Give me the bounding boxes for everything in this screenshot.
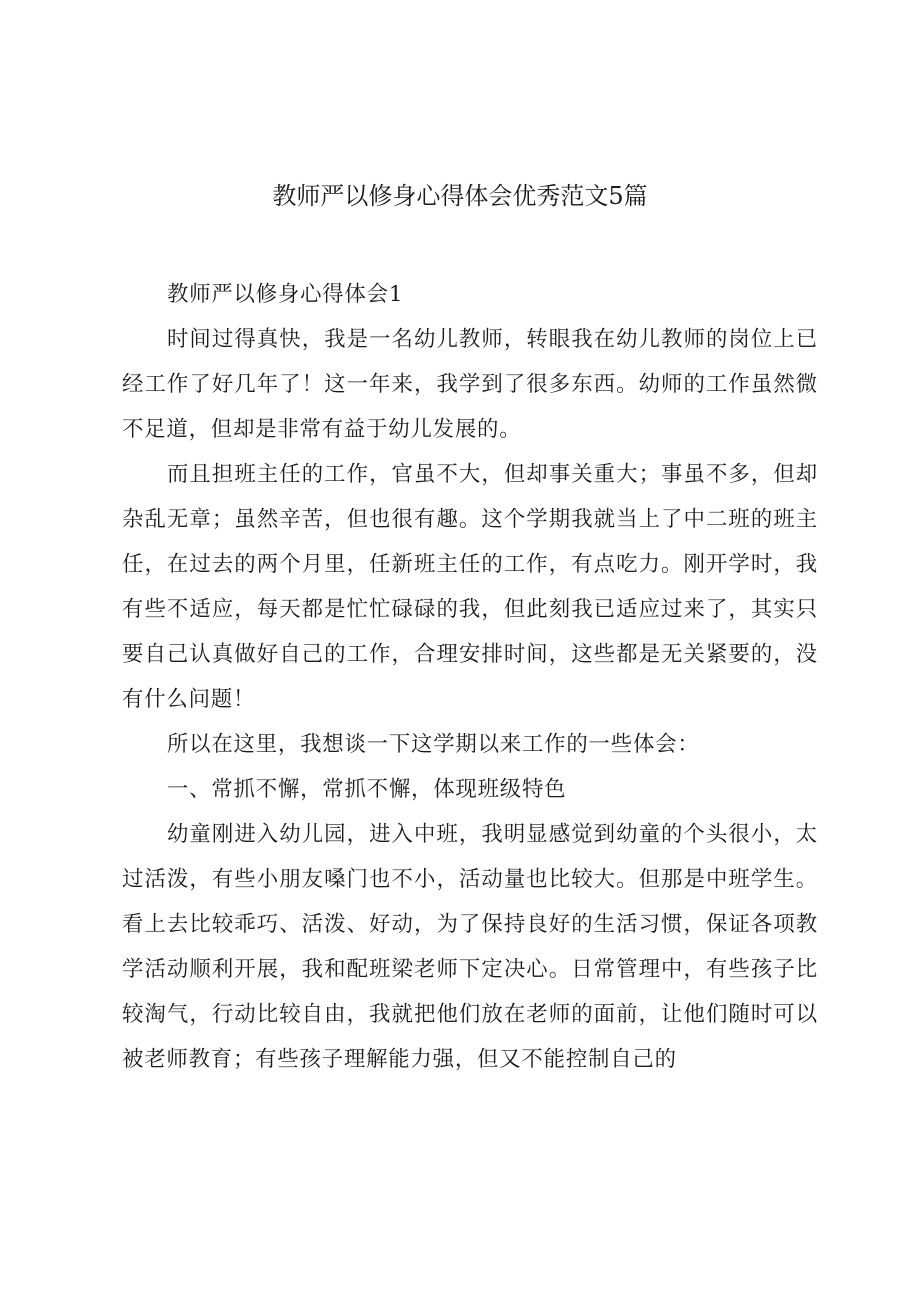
paragraph: 而且担班主任的工作，官虽不大，但却事关重大；事虽不多，但却杂乱无章；虽然辛苦，但也很有趣。这个学期我就当上了中二班的班主任，在过去的两个月里，任新班主任的工作，有点吃力。刚开学时，我有些不适应，每天都是忙忙碌碌的我，但此刻我已适应过来了，其实只要自己认真做好自己的工作，合理安排时间，这些都是无关紧要的，没有什么问题！ [122,462,818,712]
paragraph: 所以在这里，我想谈一下这学期以来工作的一些体会： [166,732,700,757]
subsection-heading: 一、常抓不懈，常抓不懈，体现班级特色 [166,777,567,802]
section-heading: 教师严以修身心得体会1 [166,282,404,307]
paragraph: 时间过得真快，我是一名幼儿教师，转眼我在幼儿教师的岗位上已经工作了好几年了！这一年来，我学到了很多东西。幼师的工作虽然微不足道，但却是非常有益于幼儿发展的。 [122,327,818,442]
document-body [122,272,818,1082]
document-title: 教师严以修身心得体会优秀范文5篇 [272,182,648,210]
paragraph: 幼童刚进入幼儿园，进入中班，我明显感觉到幼童的个头很小，太过活泼，有些小朋友嗓门也不小，活动量也比较大。但那是中班学生。看上去比较乖巧、活泼、好动，为了保持良好的生活习惯，保证各项教学活动顺利开展，我和配班梁老师下定决心。日常管理中，有些孩子比较淘气，行动比较自由，我就把他们放在老师的面前，让他们随时可以被老师教育；有些孩子理解能力强，但又不能控制自己的 [122,822,818,1072]
